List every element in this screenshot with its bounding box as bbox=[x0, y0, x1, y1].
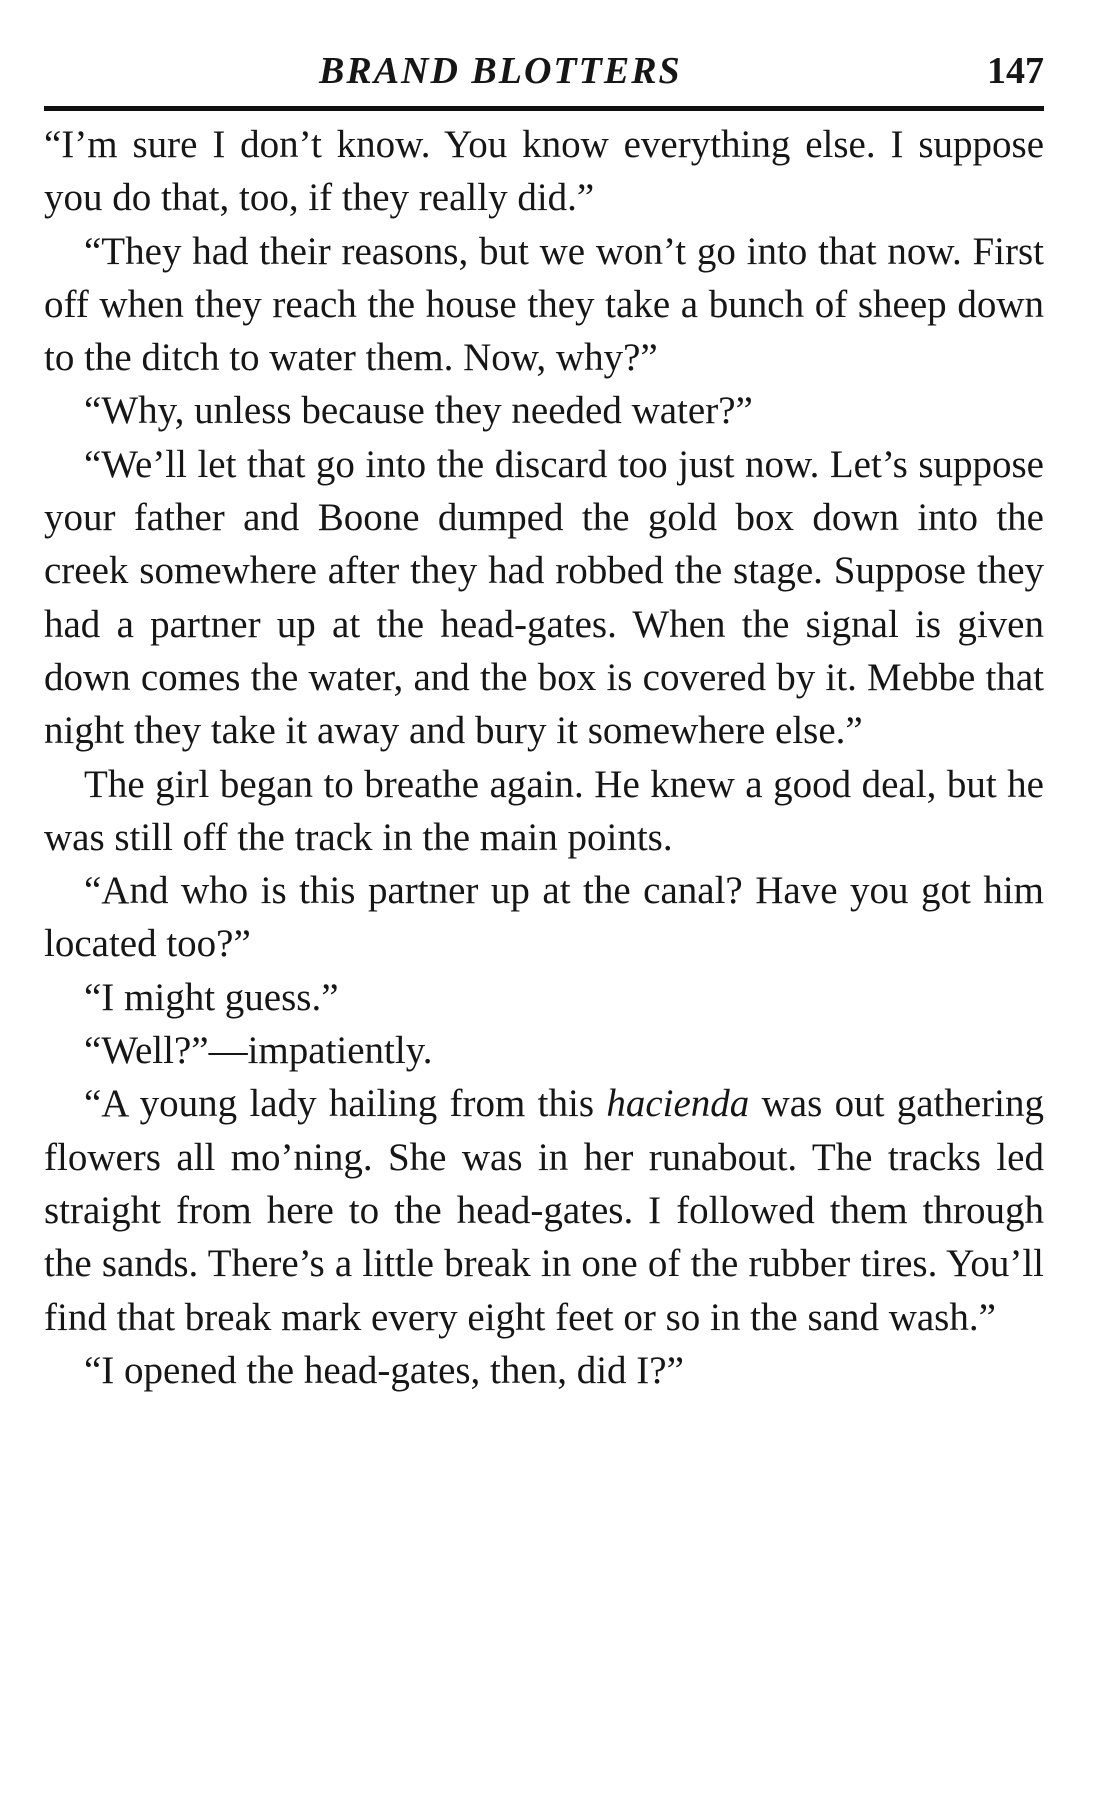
page-number: 147 bbox=[987, 50, 1044, 92]
paragraph-2: “They had their reasons, but we won’t go into that now. First off when they reach the house they take a bunch of sheep down to the ditch to water them. Now, why?” bbox=[44, 229, 1044, 380]
paragraph-4: “We’ll let that go into the discard too just now. Let’s suppose your father and Boone dumped the gold box down into the creek somewhere after they had robbed the stage. Suppose they had a partner up at the head-gates. When the signal is given down comes the water, and the box is covered by it. Mebbe that night they take it away and bury it somewhere else.” bbox=[44, 442, 1044, 753]
running-head bbox=[44, 46, 1044, 96]
running-title: BRAND BLOTTERS bbox=[319, 50, 682, 92]
paragraph-8: “Well?”—impatiently. bbox=[84, 1029, 433, 1073]
body-text bbox=[44, 118, 1044, 1397]
paragraph-10: “I opened the head-gates, then, did I?” bbox=[84, 1348, 684, 1392]
paragraph-5: The girl began to breathe again. He knew a good deal, but he was still off the track in the main points. bbox=[44, 762, 1044, 859]
paragraph-3: “Why, unless because they needed water?” bbox=[84, 389, 753, 433]
italic-emphasis: hacienda bbox=[606, 1082, 750, 1126]
paragraph-7: “I might guess.” bbox=[84, 975, 339, 1019]
paragraph-9: “A young lady hailing from this hacienda was out gathering flowers all mo’ning. She was in her runabout. The tracks led straight from here to the head-gates. I followed them through the sands. There’s a little break in one of the rubber tires. You’ll find that break mark every eight feet or so in the sand wash.” bbox=[44, 1082, 1044, 1339]
paragraph-6: “And who is this partner up at the canal? Have you got him located too?” bbox=[44, 869, 1044, 966]
paragraph-1: “I’m sure I don’t know. You know everything else. I suppose you do that, too, if they really did.” bbox=[44, 123, 1044, 220]
header-rule bbox=[44, 106, 1044, 111]
